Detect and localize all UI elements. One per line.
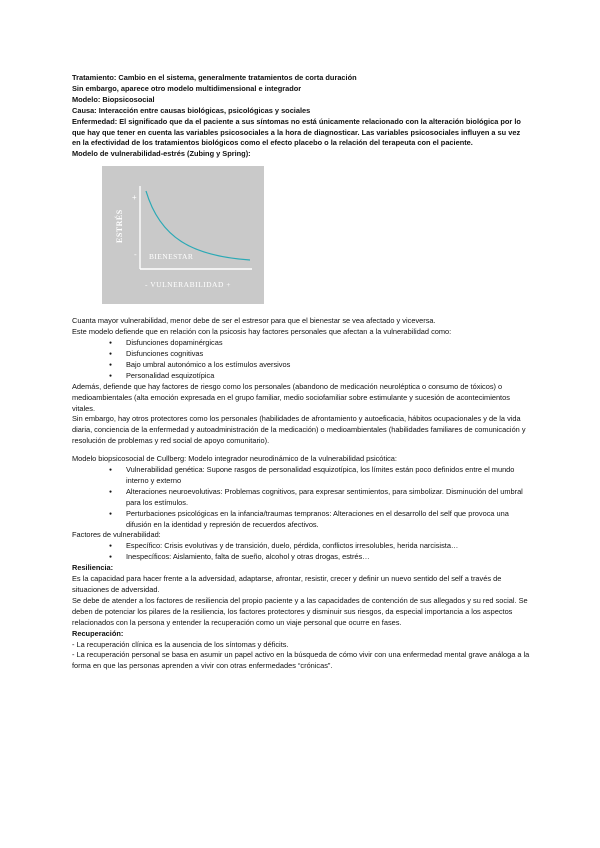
este-modelo-line: Este modelo defiende que en relación con la psicosis hay factores personales que afectan a la vulnerabilidad como: — [72, 327, 452, 337]
resiliencia-title: Resiliencia: — [72, 563, 114, 573]
sin-embargo-modelo-line: Sin embargo, aparece otro modelo multidimensional e integrador — [72, 83, 302, 93]
enfermedad-paragraph: Enfermedad: El significado que da el paciente a sus síntomas no está únicamente relacionado con la alteración biológica por lo que hay que tener en cuenta las variables psicosociales a la hora de diagnosticar. Las variables psicosociales influyen a su vez en la efectividad de los tratamientos biológicos como el efecto placebo o la relación del terapeuta con el paciente. — [72, 116, 521, 148]
factores-personales-list — [72, 338, 530, 382]
vulnerabilidad-estres-figure — [102, 166, 264, 304]
recuperacion-title: Recuperación: — [72, 628, 124, 638]
modelo-vulnerabilidad-title: Modelo de vulnerabilidad-estrés (Zubing y Spring): — [72, 149, 251, 159]
resiliencia-definition: Es la capacidad para hacer frente a la adversidad, adaptarse, afrontar, resistir, crecer y definir un nuevo sentido del self a través de situaciones de adversidad. — [72, 574, 502, 594]
list-item: ● Específico: Crisis evolutivas y de transición, duelo, pérdida, conflictos irresolubles, herida narcisista… — [72, 541, 530, 552]
y-axis-minus: - — [134, 250, 137, 260]
curve-label: BIENESTAR — [149, 252, 194, 262]
recuperacion-clinica-line: - La recuperación clínica es la ausencia de los síntomas y déficits. — [72, 639, 289, 649]
factores-vulnerabilidad-title: Factores de vulnerabilidad: — [72, 530, 161, 540]
tratamiento-line: Tratamiento: Cambio en el sistema, generalmente tratamientos de corta duración — [72, 73, 357, 82]
y-axis-plus: + — [132, 193, 137, 203]
document-body — [72, 73, 530, 672]
recuperacion-personal-line: - La recuperación personal se basa en asumir un papel activo en la búsqueda de cómo vivir con una enfermedad mental grave análoga a la forma en que las personas aprenden a vivir con otras enfermedades “crónicas”. — [72, 650, 530, 671]
list-item: ● Bajo umbral autonómico a los estímulos aversivos — [72, 360, 530, 371]
list-item: ● Vulnerabilidad genética: Supone rasgos de personalidad esquizotípica, los límites están poco definidos entre el mundo interno y externo — [72, 465, 530, 487]
cuanta-mayor-line: Cuanta mayor vulnerabilidad, menor debe de ser el estresor para que el bienestar se vea afectado y viceversa. — [72, 316, 436, 326]
bienestar-curve — [146, 191, 250, 260]
list-item: ● Personalidad esquizotípica — [72, 371, 530, 382]
x-axis-label: - VULNERABILIDAD + — [145, 280, 231, 290]
modelo-biopsicosocial-line: Modelo: Biopsicosocial — [72, 94, 155, 104]
cullberg-list — [72, 465, 530, 530]
factores-vulnerabilidad-list — [72, 541, 530, 563]
list-item: ● Perturbaciones psicológicas en la infancia/traumas tempranos: Alteraciones en el desarrollo del self que provoca una difusión en la identidad y represión de recuerdos afectivos. — [72, 509, 530, 531]
causa-line: Causa: Interacción entre causas biológicas, psicológicas y sociales — [72, 105, 311, 115]
list-item: ● Inespecíficos: Aislamiento, falta de sueño, alcohol y otras drogas, estrés… — [72, 552, 530, 563]
list-item: ● Disfunciones dopaminérgicas — [72, 338, 530, 349]
y-axis-label: ESTRÉS — [115, 209, 124, 244]
list-item: ● Disfunciones cognitivas — [72, 349, 530, 360]
cullberg-title: Modelo biopsicosocial de Cullberg: Modelo integrador neurodinámico de la vulnerabilidad psicótica: — [72, 454, 397, 464]
ademas-paragraph: Además, defiende que hay factores de riesgo como los personales (abandono de medicación neuroléptica o consumo de tóxicos) o medioambientales (alta emoción expresada en el grupo familiar, medio sociofamiliar sobre estimulante y sucesión de acontecimientos vitales. — [72, 381, 510, 413]
resiliencia-paragraph: Se debe de atender a los factores de resiliencia del propio paciente y a las capacidades de contención de sus allegados y su red social. Se deben de potenciar los pilares de la resiliencia, los factores protectores y disminuir sus riesgos, da especial importancia a los aspectos relacionados con la persona y entender la recuperación como un viaje personal que ocurre en fases. — [72, 595, 528, 627]
list-item: ● Alteraciones neuroevolutivas: Problemas cognitivos, para expresar sentimientos, para simbolizar. Disminución del umbral para los estímulos. — [72, 487, 530, 509]
sin-embargo-protectores-paragraph: Sin embargo, hay otros protectores como los personales (habilidades de afrontamiento y autoeficacia, hábitos ocupacionales y de la vida diaria, conciencia de la enfermedad y autoadministración de la medicación) o medioambientales (habilidades familiares de comunicación y resolución de problemas y red social de apoyo comunitario). — [72, 414, 526, 446]
